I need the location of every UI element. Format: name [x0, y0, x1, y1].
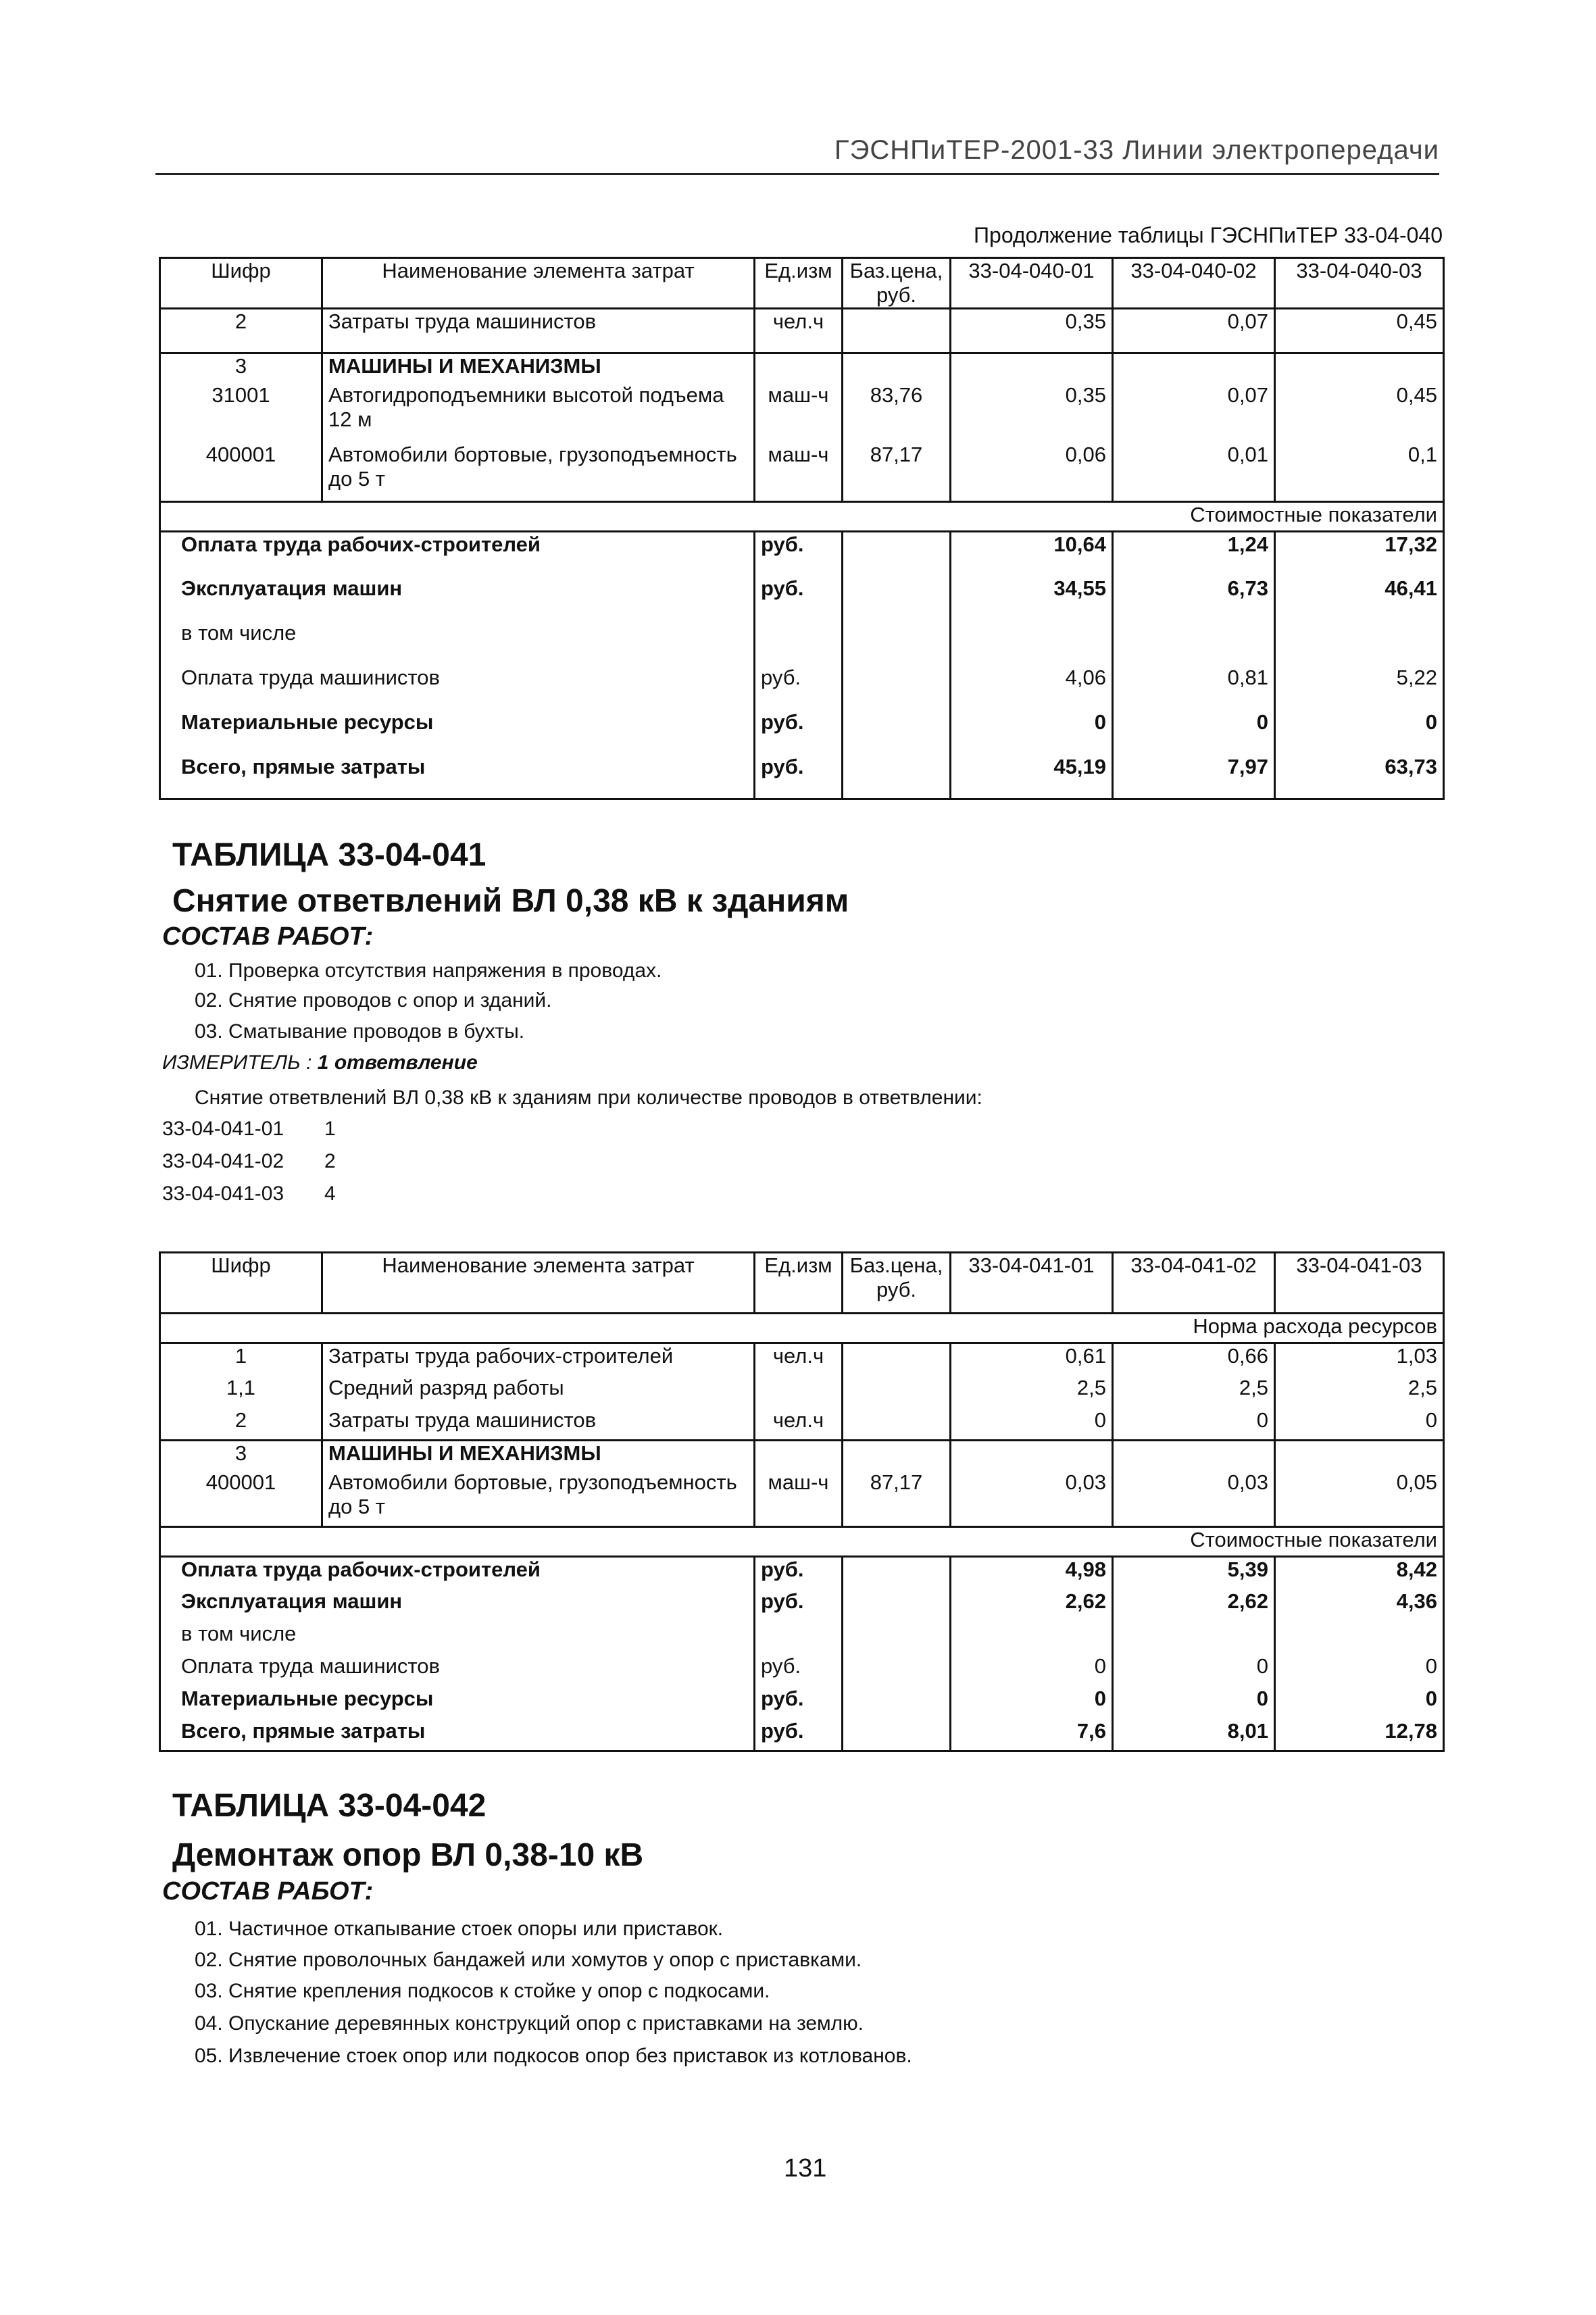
col-header: 33-04-041-02	[1113, 1253, 1275, 1314]
row-value: 0,61	[951, 1343, 1113, 1376]
measurement-value: 1 ответвление	[317, 1051, 478, 1074]
cost-value: 7,6	[951, 1719, 1113, 1751]
row-name: МАШИНЫ И МЕХАНИЗМЫ	[322, 353, 755, 383]
table-33-04-040	[159, 257, 1445, 800]
row-unit: чел.ч	[755, 1343, 843, 1376]
cost-unit: руб.	[755, 1654, 843, 1687]
cost-price	[843, 755, 951, 799]
col-name-header: Наименование элемента затрат	[322, 1253, 755, 1314]
row-name: Автомобили бортовые, грузоподъемность до 5 т	[322, 443, 755, 502]
cost-value: 5,22	[1275, 666, 1444, 710]
code-value: 4	[324, 1183, 336, 1205]
measurement-unit	[162, 1051, 478, 1074]
row-value	[1275, 1441, 1444, 1470]
row-value: 0,07	[1113, 383, 1275, 443]
row-code: 3	[160, 353, 322, 383]
row-name: Затраты труда машинистов	[322, 309, 755, 353]
cost-value: 8,01	[1113, 1719, 1275, 1751]
table-row	[160, 1408, 1444, 1441]
cost-price	[843, 1589, 951, 1622]
col-code-header: Шифр	[160, 1253, 322, 1314]
cost-name: Оплата труда машинистов	[160, 666, 755, 710]
table-row	[160, 1441, 1444, 1470]
col-price-header: Баз.цена, руб.	[843, 258, 951, 309]
row-code: 2	[160, 1408, 322, 1441]
row-price	[843, 1441, 951, 1470]
cost-price	[843, 621, 951, 666]
cost-indicators-label: Стоимостные показатели	[160, 502, 1444, 532]
cost-unit	[755, 1622, 843, 1654]
work-item: 02. Снятие проволочных бандажей или хомутов у опор с приставками.	[195, 1949, 862, 1971]
row-value: 1,03	[1275, 1343, 1444, 1376]
row-unit	[755, 1441, 843, 1470]
table-row	[160, 1343, 1444, 1376]
work-item: 03. Снятие крепления подкосов к стойке у опор с подкосами.	[195, 1980, 770, 2002]
table-row	[160, 1654, 1444, 1687]
code-item	[162, 1150, 336, 1173]
cost-unit: руб.	[755, 1589, 843, 1622]
cost-value: 12,78	[1275, 1719, 1444, 1751]
cost-value: 0	[951, 1687, 1113, 1719]
row-value: 0	[951, 1408, 1113, 1441]
col-header: 33-04-040-01	[951, 258, 1113, 309]
work-composition-heading: СОСТАВ РАБОТ:	[162, 1877, 374, 1906]
col-header: 33-04-040-02	[1113, 258, 1275, 309]
table-row	[160, 576, 1444, 621]
work-item: 03. Сматывание проводов в бухты.	[195, 1020, 525, 1043]
cost-value: 0	[951, 1654, 1113, 1687]
table-row	[160, 710, 1444, 755]
row-value	[951, 353, 1113, 383]
row-value: 0,07	[1113, 309, 1275, 353]
row-code: 400001	[160, 1470, 322, 1527]
cost-name: Оплата труда рабочих-строителей	[160, 532, 755, 576]
row-value: 0,01	[1113, 443, 1275, 502]
row-value: 2,5	[1113, 1376, 1275, 1408]
cost-value: 0	[1113, 1687, 1275, 1719]
work-item: 01. Частичное откапывание стоек опоры или приставок.	[195, 1918, 724, 1940]
row-value: 0,03	[1113, 1470, 1275, 1527]
row-unit: маш-ч	[755, 443, 843, 502]
cost-value: 34,55	[951, 576, 1113, 621]
col-name-header: Наименование элемента затрат	[322, 258, 755, 309]
cost-name: в том числе	[160, 621, 755, 666]
row-name: Затраты труда машинистов	[322, 1408, 755, 1441]
cost-unit: руб.	[755, 576, 843, 621]
col-header: 33-04-040-03	[1275, 258, 1444, 309]
code-id: 33-04-041-03	[162, 1183, 284, 1205]
col-unit-header: Ед.изм	[755, 258, 843, 309]
cost-price	[843, 710, 951, 755]
row-code: 400001	[160, 443, 322, 502]
cost-name: Оплата труда машинистов	[160, 1654, 755, 1687]
cost-value: 0	[1275, 710, 1444, 755]
cost-unit: руб.	[755, 1719, 843, 1751]
cost-value: 0	[951, 710, 1113, 755]
cost-value: 63,73	[1275, 755, 1444, 799]
table-row	[160, 1376, 1444, 1408]
code-id: 33-04-041-02	[162, 1150, 284, 1172]
cost-name: Всего, прямые затраты	[160, 1719, 755, 1751]
table-row	[160, 1470, 1444, 1527]
cost-price	[843, 1719, 951, 1751]
cost-name: Материальные ресурсы	[160, 710, 755, 755]
cost-value	[1113, 1622, 1275, 1654]
cost-unit: руб.	[755, 1687, 843, 1719]
cost-value: 0	[1113, 710, 1275, 755]
table-row	[160, 1622, 1444, 1654]
row-unit: чел.ч	[755, 1408, 843, 1441]
col-price-header: Баз.цена, руб.	[843, 1253, 951, 1314]
cost-value: 7,97	[1113, 755, 1275, 799]
cost-value: 0	[1113, 1654, 1275, 1687]
cost-value: 5,39	[1113, 1557, 1275, 1589]
cost-unit: руб.	[755, 1557, 843, 1589]
cost-value	[951, 1622, 1113, 1654]
cost-value	[1275, 1622, 1444, 1654]
cost-unit: руб.	[755, 666, 843, 710]
row-value: 0,45	[1275, 309, 1444, 353]
cost-value: 0,81	[1113, 666, 1275, 710]
table-continuation-label: Продолжение таблицы ГЭСНПиТЕР 33-04-040	[974, 223, 1443, 247]
row-price	[843, 1343, 951, 1376]
cost-value: 10,64	[951, 532, 1113, 576]
table-row	[160, 1557, 1444, 1589]
table-description: Снятие ответвлений ВЛ 0,38 кВ к зданиям при количестве проводов в ответвлении:	[195, 1087, 982, 1109]
row-value: 0,05	[1275, 1470, 1444, 1527]
table-33-04-041	[159, 1251, 1445, 1752]
code-item	[162, 1118, 336, 1141]
cost-unit	[755, 621, 843, 666]
measurement-label: ИЗМЕРИТЕЛЬ :	[162, 1051, 312, 1074]
cost-value: 45,19	[951, 755, 1113, 799]
cost-value: 2,62	[1113, 1589, 1275, 1622]
row-unit: чел.ч	[755, 309, 843, 353]
cost-price	[843, 1654, 951, 1687]
work-item: 04. Опускание деревянных конструкций опор с приставками на землю.	[195, 2012, 864, 2035]
cost-value	[1275, 621, 1444, 666]
work-item: 05. Извлечение стоек опор или подкосов опор без приставок из котлованов.	[195, 2045, 912, 2067]
row-value: 0,06	[951, 443, 1113, 502]
row-value: 0,1	[1275, 443, 1444, 502]
row-value: 0,66	[1113, 1343, 1275, 1376]
row-unit	[755, 353, 843, 383]
cost-name: в том числе	[160, 1622, 755, 1654]
table-row	[160, 443, 1444, 502]
work-item: 01. Проверка отсутствия напряжения в проводах.	[195, 960, 662, 982]
table-title-042: ТАБЛИЦА 33-04-042	[172, 1788, 487, 1824]
row-name: Автогидроподъемники высотой подъема 12 м	[322, 383, 755, 443]
code-item	[162, 1183, 336, 1205]
table-row	[160, 383, 1444, 443]
table-row	[160, 1589, 1444, 1622]
table-row	[160, 1719, 1444, 1751]
cost-name: Оплата труда рабочих-строителей	[160, 1557, 755, 1589]
table-name-042: Демонтаж опор ВЛ 0,38-10 кВ	[172, 1837, 644, 1873]
cost-name: Материальные ресурсы	[160, 1687, 755, 1719]
row-name: Затраты труда рабочих-строителей	[322, 1343, 755, 1376]
work-composition-heading: СОСТАВ РАБОТ:	[162, 922, 374, 951]
col-unit-header: Ед.изм	[755, 1253, 843, 1314]
cost-value: 2,62	[951, 1589, 1113, 1622]
cost-indicators-label: Стоимостные показатели	[160, 1527, 1444, 1557]
cost-price	[843, 532, 951, 576]
row-unit: маш-ч	[755, 383, 843, 443]
cost-price	[843, 576, 951, 621]
code-value: 2	[324, 1150, 336, 1172]
row-price	[843, 353, 951, 383]
row-price: 83,76	[843, 383, 951, 443]
row-code: 1,1	[160, 1376, 322, 1408]
cost-value: 4,36	[1275, 1589, 1444, 1622]
col-header: 33-04-041-01	[951, 1253, 1113, 1314]
row-value: 0,03	[951, 1470, 1113, 1527]
cost-value: 4,98	[951, 1557, 1113, 1589]
cost-price	[843, 1687, 951, 1719]
norm-label: Норма расхода ресурсов	[160, 1314, 1444, 1343]
cost-unit: руб.	[755, 710, 843, 755]
cost-value	[951, 621, 1113, 666]
row-name: МАШИНЫ И МЕХАНИЗМЫ	[322, 1441, 755, 1470]
cost-value: 6,73	[1113, 576, 1275, 621]
row-price: 87,17	[843, 1470, 951, 1527]
row-code: 3	[160, 1441, 322, 1470]
cost-unit: руб.	[755, 532, 843, 576]
cost-name: Всего, прямые затраты	[160, 755, 755, 799]
table-row	[160, 755, 1444, 799]
row-price	[843, 1408, 951, 1441]
row-value: 0,35	[951, 383, 1113, 443]
cost-value: 46,41	[1275, 576, 1444, 621]
cost-name: Эксплуатация машин	[160, 1589, 755, 1622]
table-row	[160, 621, 1444, 666]
table-row	[160, 532, 1444, 576]
row-value: 2,5	[951, 1376, 1113, 1408]
cost-value: 0	[1275, 1654, 1444, 1687]
table-row	[160, 1687, 1444, 1719]
cost-name: Эксплуатация машин	[160, 576, 755, 621]
row-value: 0	[1275, 1408, 1444, 1441]
cost-value	[1113, 621, 1275, 666]
table-row	[160, 309, 1444, 353]
cost-unit: руб.	[755, 755, 843, 799]
cost-price	[843, 1622, 951, 1654]
row-unit	[755, 1376, 843, 1408]
col-header: 33-04-041-03	[1275, 1253, 1444, 1314]
col-code-header: Шифр	[160, 258, 322, 309]
row-value: 0,35	[951, 309, 1113, 353]
cost-value: 0	[1275, 1687, 1444, 1719]
work-item: 02. Снятие проводов с опор и зданий.	[195, 989, 552, 1012]
row-name: Автомобили бортовые, грузоподъемность до 5 т	[322, 1470, 755, 1527]
row-price: 87,17	[843, 443, 951, 502]
page-number: 131	[784, 2154, 827, 2183]
cost-value: 8,42	[1275, 1557, 1444, 1589]
cost-value: 4,06	[951, 666, 1113, 710]
cost-value: 1,24	[1113, 532, 1275, 576]
table-name-041: Снятие ответвлений ВЛ 0,38 кВ к зданиям	[172, 883, 849, 919]
cost-price	[843, 1557, 951, 1589]
table-row	[160, 666, 1444, 710]
code-value: 1	[324, 1118, 336, 1140]
cost-value: 17,32	[1275, 532, 1444, 576]
table-row	[160, 353, 1444, 383]
row-value	[1275, 353, 1444, 383]
row-name: Средний разряд работы	[322, 1376, 755, 1408]
row-code: 1	[160, 1343, 322, 1376]
row-price	[843, 1376, 951, 1408]
code-id: 33-04-041-01	[162, 1118, 284, 1140]
cost-price	[843, 666, 951, 710]
row-value	[1113, 353, 1275, 383]
row-code: 31001	[160, 383, 322, 443]
row-code: 2	[160, 309, 322, 353]
row-value: 2,5	[1275, 1376, 1444, 1408]
row-unit: маш-ч	[755, 1470, 843, 1527]
table-title-041: ТАБЛИЦА 33-04-041	[172, 837, 487, 873]
row-value	[951, 1441, 1113, 1470]
row-value	[1113, 1441, 1275, 1470]
row-value: 0	[1113, 1408, 1275, 1441]
running-header: ГЭСНПиТЕР-2001-33 Линии электропередачи	[155, 135, 1439, 175]
row-value: 0,45	[1275, 383, 1444, 443]
row-price	[843, 309, 951, 353]
